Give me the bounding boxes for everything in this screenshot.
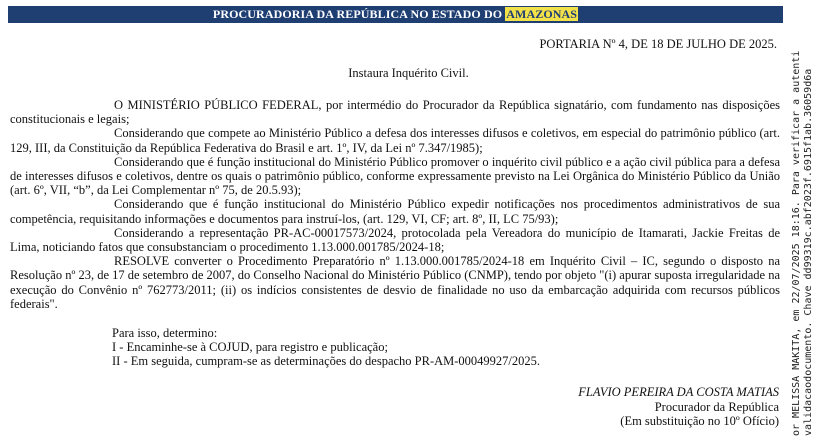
document-subtitle: Instaura Inquérito Civil. [348,66,469,80]
paragraph-considerando-3: Considerando que é função institucional do Ministério Público expedir notificações nos procedimentos administrativos de sua competência, requisitando informações e documentos para instruí-los, (art. 129, VI, CF; art. 8º, II, LC 75/93); [10,197,780,226]
determinations-list [112,326,540,369]
signer-name: FLAVIO PEREIRA DA COSTA MATIAS [578,385,779,399]
paragraph-considerando-2: Considerando que é função institucional do Ministério Público promover o inquérito civil público e a ação civil pública para a defesa de interesses difusos e coletivos, dentre os quais o patrimônio público, conforme expressamente previsto na Lei Orgânica do Ministério Público da União (art. 6º, VII, “b”, da Lei Complementar nº 75, de 20.5.93); [10,154,780,198]
side-stamp-line-2: validacaodocumento. Chave dd99319c.abf2023f.6915f1ab.36059d6a [802,68,814,436]
side-stamp-line-1: or MELISSA MAKITA, em 22/07/2025 18:16. Para verificar a autenti [791,50,802,436]
paragraph-considerando-4: Considerando a representação PR-AC-00017573/2024, protocolada pela Vereadora do município de Itamarati, Jackie Freitas de Lima, noticiando fatos que consubstanciam o procedimento 1.13.000.001785/2024-18; [10,225,780,255]
signer-note: (Em substituição no 10º Ofício) [620,414,779,429]
header-title: PROCURADORIA DA REPÚBLICA NO ESTADO DO [212,7,503,21]
document-body [10,98,780,311]
paragraph-resolve: RESOLVE converter o Procedimento Preparatório nº 1.13.000.001785/2024-18 em Inquérito Civil – IC, segundo o disposto na Resolução nº 23, de 17 de setembro de 2007, do Conselho Nacional do Ministério Público (CNMP), tendo por objeto "(i) apurar suposta irregularidade na execução do Convênio nº 762773/2011; (ii) os indícios consistentes de desvio de finalidade no uso da embarcação adquirida com recursos públicos federais". [10,254,780,311]
determinations-intro: Para isso, determino: [112,326,218,340]
paragraph-intro: O MINISTÉRIO PÚBLICO FEDERAL, por intermédio do Procurador da República signatário, com fundamento nas disposições constitucionais e legais; [10,98,780,127]
determination-item: II - Em seguida, cumpram-se as determinações do despacho PR-AM-00049927/2025. [112,354,541,369]
header-bar [8,6,783,23]
paragraph-considerando-1: Considerando que compete ao Ministério Público a defesa dos interesses difusos e coletivos, em especial do patrimônio público (art. 129, III, da Constituição da República Federativa do Brasil e art. 1º, IV, da Lei nº 7.347/1985); [10,126,780,155]
portaria-title: PORTARIA Nº 4, DE 18 DE JULHO DE 2025. [539,37,777,51]
side-stamp [791,0,817,439]
signature-block [578,385,779,429]
determination-item: I - Encaminhe-se à COJUD, para registro e publicação; [112,340,388,355]
signer-role: Procurador da República [654,399,779,414]
header-highlight: AMAZONAS [506,7,578,21]
